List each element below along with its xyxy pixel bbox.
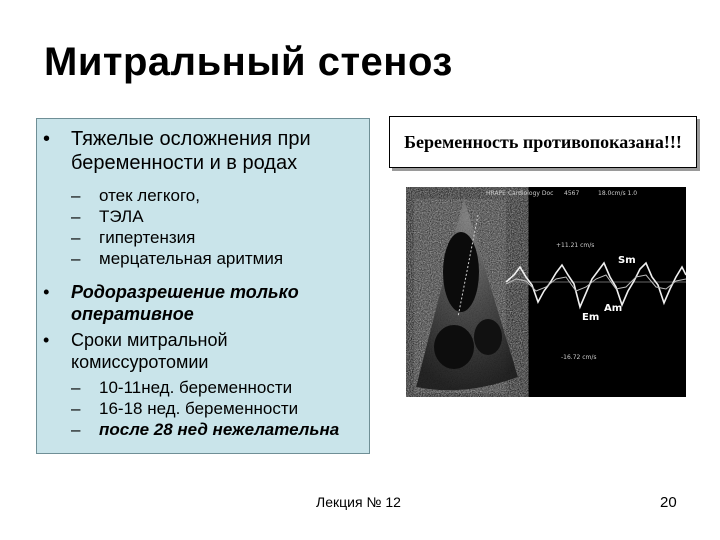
subitem-text: мерцательная аритмия xyxy=(99,249,284,268)
left-atrium xyxy=(434,325,474,369)
subitem xyxy=(71,185,283,206)
right-atrium xyxy=(474,319,502,355)
subitem-text: 16-18 нед. беременности xyxy=(99,399,299,418)
subitem-list-complications xyxy=(71,185,284,269)
echo-header-right: 18.0cm/s 1.0 xyxy=(598,190,638,197)
dash-glyph: – xyxy=(71,186,81,205)
bullet-item-commissurotomy xyxy=(43,329,228,373)
scale-top-label: +11.21 cm/s xyxy=(556,242,595,249)
dash-glyph: – xyxy=(71,228,81,247)
bullet-text-line: беременности и в родах xyxy=(71,152,298,174)
page-number: 20 xyxy=(660,494,677,511)
dash-glyph: – xyxy=(71,249,81,268)
bullet-text-line: Тяжелые осложнения при xyxy=(71,128,311,150)
bullet-glyph: • xyxy=(43,282,50,302)
bullet-item-complications xyxy=(43,127,311,175)
subitem-list-commissurotomy xyxy=(71,377,340,440)
dash-glyph: – xyxy=(71,399,81,418)
dash-glyph: – xyxy=(71,207,81,226)
subitem xyxy=(71,419,340,440)
subitem xyxy=(71,248,284,269)
dash-glyph: – xyxy=(71,378,81,397)
wave-label-sm: Sm xyxy=(618,255,636,266)
bullet-item-delivery xyxy=(43,281,299,325)
subitem-text: ТЭЛА xyxy=(99,207,144,226)
echo-header-mid: 4567 xyxy=(564,190,580,197)
subitem-text: отек легкого, xyxy=(99,186,200,205)
subitem-text: после 28 нед нежелательна xyxy=(99,420,340,439)
scale-bottom-label: -16.72 cm/s xyxy=(561,354,597,361)
subitem-text: гипертензия xyxy=(99,228,196,247)
bullet-text-line: комиссуротомии xyxy=(71,352,209,372)
left-ventricle xyxy=(443,232,479,312)
subitem xyxy=(71,206,283,227)
wave-label-em: Em xyxy=(582,312,600,323)
echo-graphic xyxy=(406,187,686,397)
subitem xyxy=(71,398,339,419)
footer-lecture: Лекция № 12 xyxy=(316,494,401,510)
doppler-waveform xyxy=(506,263,686,307)
bullet-glyph: • xyxy=(43,330,50,350)
bullet-text-line: Сроки митральной xyxy=(71,330,228,350)
dash-glyph: – xyxy=(71,420,81,439)
subitem xyxy=(71,377,339,398)
subitem xyxy=(71,227,283,248)
wave-label-am: Am xyxy=(604,303,623,314)
echocardiogram-image xyxy=(406,187,686,397)
bullet-text-line: оперативное xyxy=(71,304,194,324)
subitem-text: 10-11нед. беременности xyxy=(99,378,293,397)
warning-text: Беременность противопоказана!!! xyxy=(404,131,682,152)
echo-header-left: HRAPE Cardiology Doc xyxy=(486,190,554,197)
bullet-glyph: • xyxy=(43,128,51,150)
content-text-box xyxy=(36,118,370,454)
warning-callout xyxy=(389,116,697,168)
bullet-text-line: Родоразрешение только xyxy=(71,282,299,302)
page-title: Митральный стеноз xyxy=(44,40,453,84)
